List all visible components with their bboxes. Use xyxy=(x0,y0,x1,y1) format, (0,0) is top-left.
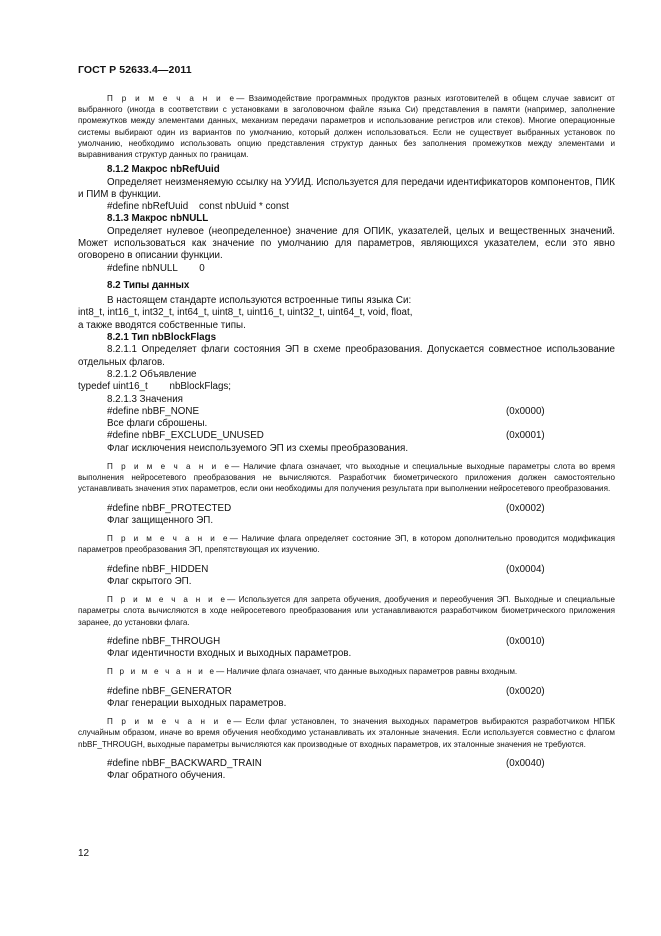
note-label: П р и м е ч а н и е xyxy=(107,667,217,677)
flag-note xyxy=(78,461,615,495)
flag-note xyxy=(78,594,615,628)
flag-hex: (0x0040) xyxy=(506,757,545,769)
note-text: — Используется для запрета обучения, дообучения и переобучения ЭП. Выходные и специальные параметры слота вычисляются в ходе нейросетевого преобразования или устанавливаются разработчиком биометрического приложения заранее, до установки флага. xyxy=(78,595,615,627)
types-line-2: int8_t, int16_t, int32_t, int64_t, uint8_t, uint16_t, uint32_t, uint64_t, void, float, xyxy=(78,307,413,319)
flag-description: Флаг идентичности входных и выходных параметров. xyxy=(107,648,352,660)
flag-description: Флаг скрытого ЭП. xyxy=(107,575,192,587)
flag-description: Флаг исключения неиспользуемого ЭП из схемы преобразования. xyxy=(107,442,409,454)
section-text-8-2-1-1: 8.2.1.1 Определяет флаги состояния ЭП в схеме преобразования. Допускается совместное использование отдельных флагов. xyxy=(78,344,615,368)
flag-hex: (0x0020) xyxy=(506,685,545,697)
section-text-8-1-2: Определяет неизменяемую ссылку на УУИД. Используется для передачи идентификаторов компонентов, ПИК и ПИМ в функции. xyxy=(78,176,615,200)
section-heading-8-1-2: 8.1.2 Макрос nbRefUuid xyxy=(107,164,220,176)
flag-name: #define nbBF_NONE xyxy=(107,405,200,417)
code-line-nbnull: #define nbNULL 0 xyxy=(107,262,205,274)
flag-description: Флаг генерации выходных параметров. xyxy=(107,697,287,709)
note-label: П р и м е ч а н и е xyxy=(107,94,237,103)
note-label: П р и м е ч а н и е xyxy=(107,534,230,544)
page-number: 12 xyxy=(78,848,90,859)
flag-note xyxy=(78,533,615,555)
note-text: — Если флаг установлен, то значения выходных параметров выбираются разработчиком НПБК случайным образом, иначе во время обучения необходимо устанавливать их эталонные значения. Если используется совместно с флагом nbBF_THROUGH, выходные параметры вычисляются как производные от входных параметров, их эталонные значения не требуются. xyxy=(78,717,616,749)
flag-hex: (0x0010) xyxy=(506,635,545,647)
flag-hex: (0x0000) xyxy=(506,405,545,417)
flag-description: Флаг защищенного ЭП. xyxy=(107,514,214,526)
flag-define xyxy=(78,758,615,770)
flag-define xyxy=(78,406,615,418)
flag-note xyxy=(78,666,615,677)
flag-define xyxy=(78,686,615,698)
document-header: ГОСТ Р 52633.4—2011 xyxy=(78,64,192,76)
flag-description: Все флаги сброшены. xyxy=(107,418,208,430)
flag-name: #define nbBF_PROTECTED xyxy=(107,502,232,514)
note-text: — Наличие флага определяет состояние ЭП, в котором дополнительно проводится модификация параметров преобразования ЭП, препятствующая их изучению. xyxy=(78,534,615,555)
flag-define xyxy=(78,564,615,576)
flag-define xyxy=(78,430,615,442)
flag-name: #define nbBF_THROUGH xyxy=(107,635,221,647)
flag-name: #define nbBF_EXCLUDE_UNUSED xyxy=(107,430,264,442)
note-label: П р и м е ч а н и е xyxy=(107,717,234,727)
decl-code: typedef uint16_t nbBlockFlags; xyxy=(78,381,232,393)
note-text: — Наличие флага означает, что выходные и специальные выходные параметры слота во время выполнения нейросетевого преобразования не вычисляются. Разработчик биометрического приложения должен самостоятельно устанавливать значения этих параметров, если они необходимы для получения результата при выполнении нейросетевого преобразования. xyxy=(78,462,615,494)
flag-hex: (0x0004) xyxy=(506,563,545,575)
types-line-3: а также вводятся собственные типы. xyxy=(78,319,246,331)
types-line-1: В настоящем стандарте используются встроенные типы языка Си: xyxy=(107,295,412,307)
flag-name: #define nbBF_HIDDEN xyxy=(107,563,209,575)
note-label: П р и м е ч а н и е xyxy=(107,595,228,605)
flag-define xyxy=(78,636,615,648)
flag-define xyxy=(78,503,615,515)
code-line-nbrefuuid: #define nbRefUuid const nbUuid * const xyxy=(107,201,289,213)
flag-name: #define nbBF_GENERATOR xyxy=(107,685,232,697)
section-heading-8-1-3: 8.1.3 Макрос nbNULL xyxy=(107,213,209,225)
note-text: — Наличие флага означает, что данные выходных параметров равны входным. xyxy=(216,667,518,677)
flag-hex: (0x0001) xyxy=(506,430,545,442)
values-label: 8.2.1.3 Значения xyxy=(107,393,183,405)
section-text-8-1-3: Определяет нулевое (неопределенное) значение для ОПИК, указателей, целых и вещественных значений. Может использоваться как значение по умолчанию для параметров, являющихся указателем, если это явно оговорено в описании функции. xyxy=(78,225,615,262)
note-text: — Взаимодействие программных продуктов разных изготовителей в общем случае зависит от выбранного (иногда в соответствии с установками в заголовочном файле языка Си) представления в памяти (например, заполнение промежутков между элементами данных, механизм передачи параметров и использование регистров или стеков). Многие операционные системы выбирают один из вариантов по умолчанию, который должен использоваться. Если не существует выбранных установок по умолчанию, необходимо использовать опцию представления структур данных без заполнения промежутков между элементами и выравнивания структур данных по границам. xyxy=(78,94,616,160)
section-heading-8-2-1: 8.2.1 Тип nbBlockFlags xyxy=(107,332,217,344)
flag-hex: (0x0002) xyxy=(506,502,545,514)
page-content xyxy=(78,93,615,782)
note-label: П р и м е ч а н и е xyxy=(107,462,232,472)
flag-note xyxy=(78,716,615,750)
flag-description: Флаг обратного обучения. xyxy=(107,770,226,782)
decl-label: 8.2.1.2 Объявление xyxy=(107,368,197,380)
flag-name: #define nbBF_BACKWARD_TRAIN xyxy=(107,757,262,769)
note-paragraph xyxy=(78,93,615,160)
section-heading-8-2: 8.2 Типы данных xyxy=(107,279,190,291)
